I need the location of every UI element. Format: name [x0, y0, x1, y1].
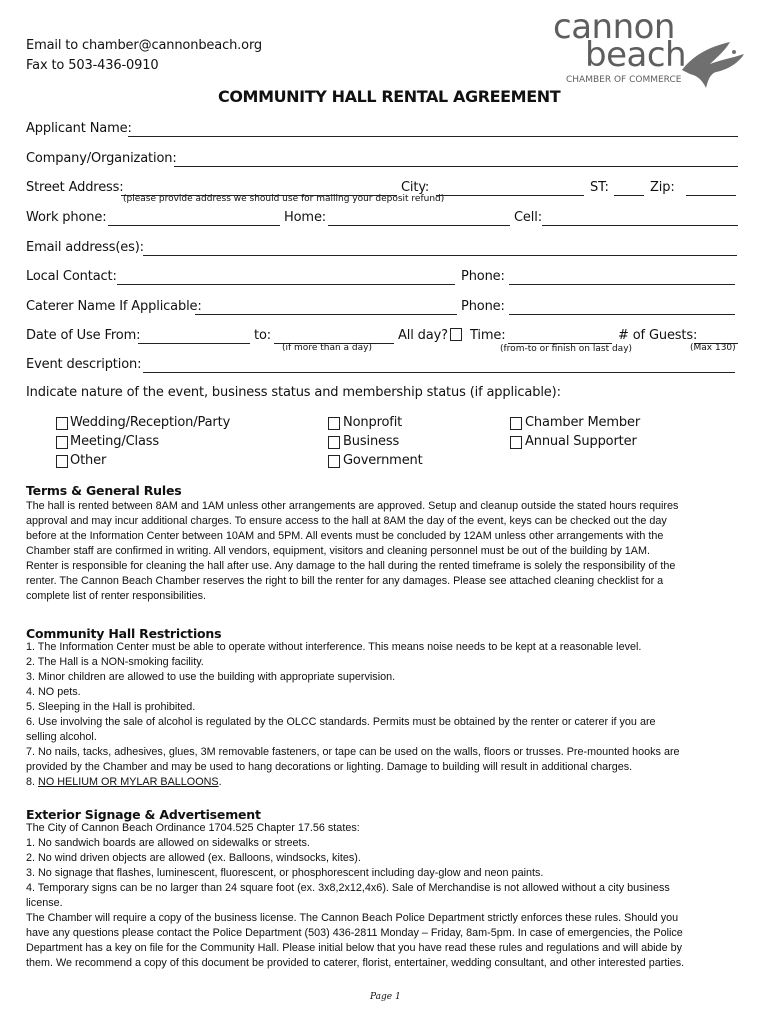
- cell-phone-label: Cell:: [514, 210, 542, 225]
- page-title: COMMUNITY HALL RENTAL AGREEMENT: [218, 87, 561, 106]
- restriction-item: 1. The Information Center must be able to operate without interference. This means noise needs to be kept at a reasonable level.: [26, 641, 642, 653]
- event-description-field[interactable]: [143, 372, 735, 373]
- checkbox-other[interactable]: [56, 455, 68, 468]
- terms-line: complete list of renter responsibilities.: [26, 590, 207, 602]
- email-label: Email address(es):: [26, 240, 144, 255]
- home-phone-label: Home:: [284, 210, 327, 225]
- checkbox-meeting[interactable]: [56, 436, 68, 449]
- street-address-label: Street Address:: [26, 180, 124, 195]
- bird-icon: [680, 40, 750, 98]
- terms-line: renter. The Cannon Beach Chamber reserves the right to bill the renter for any damages. Please see attached cleaning checklist for a: [26, 575, 664, 587]
- restriction-item: 3. Minor children are allowed to use the building with appropriate supervision.: [26, 671, 396, 683]
- checkbox-business-label: Business: [343, 434, 400, 449]
- checkbox-meeting-label: Meeting/Class: [70, 434, 160, 449]
- time-label: Time:: [470, 328, 506, 343]
- logo-chamber-of-commerce: CHAMBER OF COMMERCE: [566, 75, 682, 85]
- signage-line: license.: [26, 897, 63, 909]
- signage-line: 3. No signage that flashes, luminescent, fluorescent, or phosphorescent including day-glow and neon paints.: [26, 867, 544, 879]
- date-from-field[interactable]: [138, 343, 250, 344]
- caterer-phone-label: Phone:: [461, 299, 505, 314]
- checkbox-annual-supporter[interactable]: [510, 436, 522, 449]
- restriction-item: 5. Sleeping in the Hall is prohibited.: [26, 701, 196, 713]
- work-phone-field[interactable]: [108, 225, 280, 226]
- terms-line: Renter is responsible for cleaning the hall after use. Any damage to the hall during the rented timeframe is solely the responsibility of the: [26, 560, 676, 572]
- checkbox-other-label: Other: [70, 453, 107, 468]
- checkbox-chamber-member-label: Chamber Member: [525, 415, 641, 430]
- signage-line: 4. Temporary signs can be no larger than 24 square foot (ex. 3x8,2x12,4x6). Sale of Merchandise is not allowed without a city business: [26, 882, 670, 894]
- checkbox-government-label: Government: [343, 453, 423, 468]
- event-description-label: Event description:: [26, 357, 142, 372]
- header-email: Email to chamber@cannonbeach.org: [26, 38, 263, 53]
- signage-line: Department has a key on file for the Community Hall. Please initial below that you have read these rules and regulations and will abide by: [26, 942, 682, 954]
- checkbox-nonprofit-label: Nonprofit: [343, 415, 403, 430]
- date-from-label: Date of Use From:: [26, 328, 141, 343]
- home-phone-field[interactable]: [328, 225, 510, 226]
- checkbox-chamber-member[interactable]: [510, 417, 522, 430]
- restriction-item: 2. The Hall is a NON-smoking facility.: [26, 656, 204, 668]
- city-field[interactable]: [436, 195, 584, 196]
- company-label: Company/Organization:: [26, 151, 177, 166]
- date-to-label: to:: [254, 328, 271, 343]
- guests-label: # of Guests:: [618, 328, 698, 343]
- time-note: (from-to or finish on last day): [500, 344, 633, 354]
- signage-line: 1. No sandwich boards are allowed on sidewalks or streets.: [26, 837, 310, 849]
- signage-line: The City of Cannon Beach Ordinance 1704.525 Chapter 17.56 states:: [26, 822, 360, 834]
- guests-note: (Max 130): [690, 343, 736, 353]
- state-label: ST:: [590, 180, 609, 195]
- cell-phone-field[interactable]: [542, 225, 738, 226]
- restriction-8-period: .: [218, 776, 222, 788]
- restrictions-heading: Community Hall Restrictions: [26, 626, 222, 641]
- checkbox-government[interactable]: [328, 455, 340, 468]
- checkbox-wedding-label: Wedding/Reception/Party: [70, 415, 231, 430]
- applicant-name-label: Applicant Name:: [26, 121, 132, 136]
- terms-line: before at the Information Center between 10AM and 5PM. All events must be concluded by 12AM unless other arrangements with the: [26, 530, 664, 542]
- caterer-phone-field[interactable]: [509, 314, 735, 315]
- state-field[interactable]: [614, 195, 644, 196]
- terms-line: The hall is rented between 8AM and 1AM unless other arrangements are approved. Setup and cleanup outside the stated hours requires: [26, 500, 679, 512]
- restriction-item: provided by the Chamber and may be used to hang decorations or lighting. Damage to building will result in additional charges.: [26, 761, 633, 773]
- restriction-item: 4. NO pets.: [26, 686, 81, 698]
- logo-beach: beach: [585, 35, 687, 75]
- applicant-name-field[interactable]: [128, 136, 738, 137]
- restriction-item: 7. No nails, tacks, adhesives, glues, 3M removable fasteners, or tape can be used on the walls, floors or trusses. Pre-mounted hooks are: [26, 746, 680, 758]
- signage-heading: Exterior Signage & Advertisement: [26, 807, 261, 822]
- zip-field[interactable]: [686, 195, 736, 196]
- city-label: City:: [401, 180, 430, 195]
- restriction-8-number: 8.: [26, 776, 39, 788]
- terms-heading: Terms & General Rules: [26, 483, 182, 498]
- signage-line: 2. No wind driven objects are allowed (ex. Balloons, windsocks, kites).: [26, 852, 361, 864]
- logo-cannon: cannon: [553, 7, 675, 47]
- nature-prompt: Indicate nature of the event, business status and membership status (if applicable):: [26, 385, 561, 400]
- header-fax: Fax to 503-436-0910: [26, 58, 159, 73]
- local-contact-phone-label: Phone:: [461, 269, 505, 284]
- date-to-note: (if more than a day): [282, 343, 372, 353]
- street-address-note: (please provide address we should use for mailing your deposit refund): [123, 194, 445, 204]
- all-day-label: All day?: [398, 328, 448, 343]
- terms-line: approval and may incur additional charges. To ensure access to the hall at 8AM the day of the event, keys can be checked out the day: [26, 515, 667, 527]
- company-field[interactable]: [174, 166, 738, 167]
- restriction-item: selling alcohol.: [26, 731, 97, 743]
- local-contact-phone-field[interactable]: [509, 284, 735, 285]
- page-number: Page 1: [370, 992, 401, 1002]
- restriction-item: 6. Use involving the sale of alcohol is regulated by the OLCC standards. Permits must be obtained by the renter or caterer if you are: [26, 716, 656, 728]
- email-field[interactable]: [143, 255, 737, 256]
- restriction-8-text: NO HELIUM OR MYLAR BALLOONS: [38, 776, 219, 788]
- caterer-label: Caterer Name If Applicable:: [26, 299, 202, 314]
- terms-line: Chamber staff are confirmed in writing. All vendors, equipment, visitors and cleaning personnel must be out of the building by 1AM.: [26, 545, 650, 557]
- signage-line: The Chamber will require a copy of the business license. The Cannon Beach Police Department strictly enforces these rules. Should you: [26, 912, 679, 924]
- checkbox-business[interactable]: [328, 436, 340, 449]
- checkbox-nonprofit[interactable]: [328, 417, 340, 430]
- checkbox-wedding[interactable]: [56, 417, 68, 430]
- local-contact-field[interactable]: [117, 284, 455, 285]
- signage-line: them. We recommend a copy of this document be provided to caterer, florist, entertainer, wedding consultant, and other interested parties.: [26, 957, 685, 969]
- restriction-item-8: [26, 775, 222, 790]
- signage-line: have any questions please contact the Police Department (503) 436-2811 Monday – Friday, 8am-5pm. In case of emergencies, the Police: [26, 927, 683, 939]
- zip-label: Zip:: [650, 180, 675, 195]
- work-phone-label: Work phone:: [26, 210, 107, 225]
- local-contact-label: Local Contact:: [26, 269, 117, 284]
- all-day-checkbox[interactable]: [450, 328, 462, 341]
- caterer-field[interactable]: [195, 314, 457, 315]
- checkbox-annual-supporter-label: Annual Supporter: [525, 434, 637, 449]
